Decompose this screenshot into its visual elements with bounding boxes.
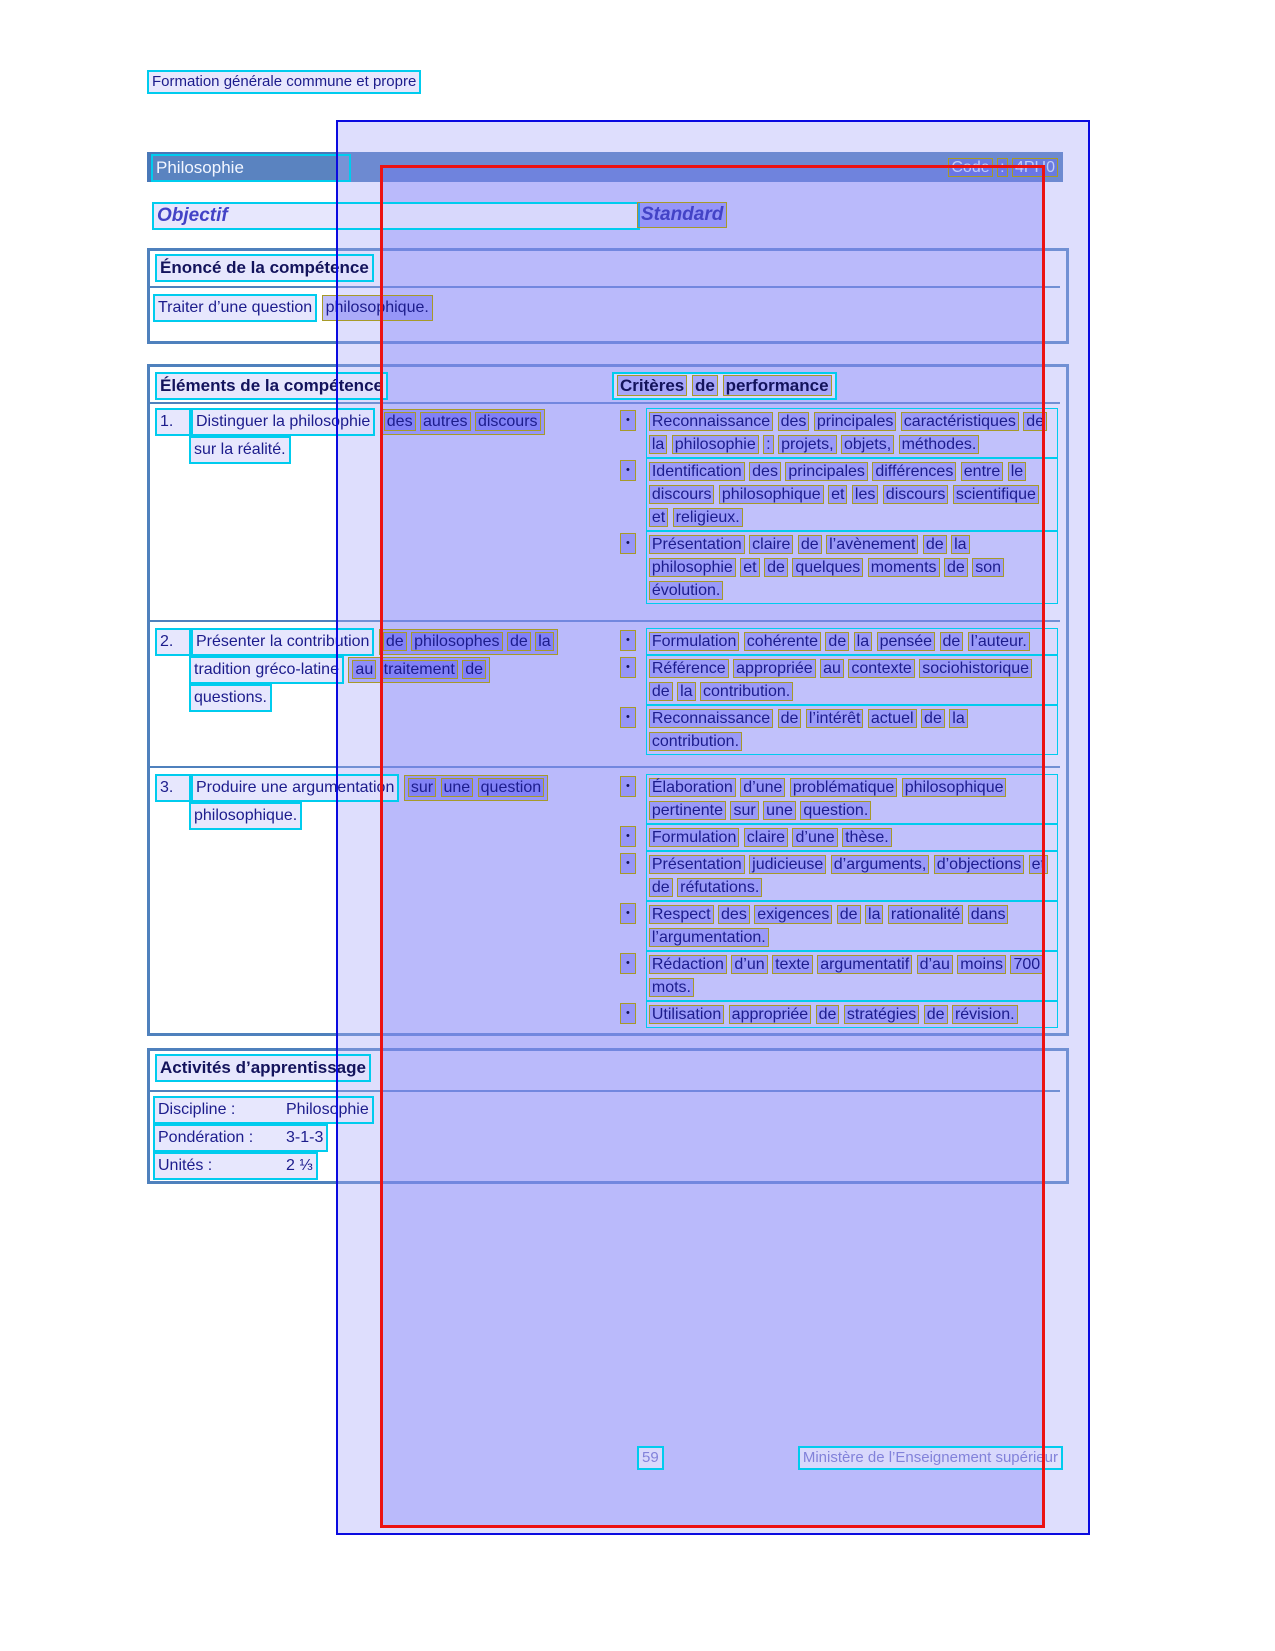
word-box: texte — [772, 955, 813, 974]
word-box: le — [1008, 462, 1026, 481]
word-box: de — [944, 558, 968, 577]
word-box: Reconnaissance — [649, 412, 773, 431]
word-box: la — [535, 632, 553, 651]
element-1-part: sur la réalité. — [189, 436, 291, 464]
word-box: question. — [800, 801, 871, 820]
element-2-part: Présenter la contribution — [191, 628, 374, 656]
field-label: Discipline : — [158, 1101, 236, 1118]
word-box: judicieuse — [749, 855, 826, 874]
element-2-part: questions. — [189, 684, 272, 712]
word-box: la — [865, 905, 883, 924]
ministry-text: Ministère de l’Enseignement supérieur — [798, 1446, 1063, 1470]
word-box: contribution. — [649, 732, 742, 751]
word-box: Référence — [649, 659, 729, 678]
field-label: Unités : — [158, 1157, 213, 1174]
element-1-part — [380, 409, 545, 435]
enonce-statement-main: Traiter d’une question — [153, 294, 317, 322]
word-box: sur — [730, 801, 758, 820]
word-box: Formulation — [649, 828, 739, 847]
word-box: Présentation — [649, 535, 745, 554]
word-box: au — [352, 660, 376, 679]
word-box: pertinente — [649, 801, 726, 820]
criterion-text — [646, 824, 1058, 851]
element-2-part: tradition gréco-latine — [189, 656, 344, 684]
code-label — [948, 158, 1058, 177]
word-box: la — [951, 535, 969, 554]
element-1-number: 1. — [155, 408, 191, 436]
criterion-text — [646, 628, 1058, 655]
word-box: les — [852, 485, 878, 504]
bullet-icon: • — [620, 707, 636, 728]
word-box: révision. — [952, 1005, 1018, 1024]
word-box: de — [924, 1005, 948, 1024]
word-box: problématique — [790, 778, 897, 797]
element-2-part — [348, 657, 490, 683]
table-header-left — [155, 372, 388, 400]
word-box: au — [820, 659, 844, 678]
word-box: différences — [872, 462, 956, 481]
element-2-part — [379, 629, 558, 655]
table-row-divider-1 — [150, 620, 1060, 622]
word-box: claire — [749, 535, 793, 554]
bullet-icon: • — [620, 853, 636, 874]
word-box: caractéristiques — [901, 412, 1019, 431]
word-box: Reconnaissance — [649, 709, 773, 728]
criterion-text — [646, 851, 1058, 901]
element-3-part: Produire une argumentation — [191, 774, 399, 802]
word-box: de — [923, 535, 947, 554]
criterion-text — [646, 951, 1058, 1001]
word-box: claire — [744, 828, 788, 847]
word-box: des — [778, 412, 810, 431]
word-box: réfutations. — [677, 878, 762, 897]
word-box: 700 — [1010, 955, 1043, 974]
word-box: appropriée — [733, 659, 816, 678]
criterion — [620, 531, 1058, 604]
word-box: projets, — [778, 435, 836, 454]
word-box: dans — [968, 905, 1009, 924]
criteria-list-1 — [620, 408, 1058, 604]
element-3-part — [404, 775, 548, 801]
footer-ministry — [798, 1446, 1063, 1470]
word-box: philosophique — [719, 485, 824, 504]
criterion — [620, 705, 1058, 755]
word-box: pensée — [877, 632, 936, 651]
criterion — [620, 951, 1058, 1001]
field-label: Pondération : — [158, 1129, 254, 1146]
element-cell-2 — [155, 628, 595, 712]
table-header-right — [612, 372, 837, 400]
word-box: contexte — [848, 659, 914, 678]
word-box: des — [749, 462, 781, 481]
word-box: l’intérêt — [806, 709, 864, 728]
word-box: : — [763, 435, 773, 454]
word-box: moins — [957, 955, 1006, 974]
word-box: de — [940, 632, 964, 651]
field-value: Philosophie — [286, 1101, 369, 1118]
word-box: actuel — [868, 709, 917, 728]
word-box: Présentation — [649, 855, 745, 874]
field-discipline — [153, 1096, 374, 1124]
word-box: philosophes — [411, 632, 502, 651]
word-box: d’au — [917, 955, 953, 974]
element-cell-3 — [155, 774, 595, 830]
enonce-heading — [155, 254, 374, 282]
word-box: de — [649, 682, 673, 701]
bullet-icon: • — [620, 826, 636, 847]
criterion-text — [646, 901, 1058, 951]
word-box: d’arguments, — [831, 855, 930, 874]
word-box: de — [816, 1005, 840, 1024]
word-box: la — [649, 435, 667, 454]
objectif-label: Objectif — [152, 202, 640, 230]
criterion — [620, 824, 1058, 851]
word-box: une — [763, 801, 796, 820]
word-box: traitement — [381, 660, 458, 679]
top-note-text: Formation générale commune et propre — [147, 70, 421, 94]
activities-heading — [155, 1054, 371, 1082]
word-box: 4PH0 — [1012, 158, 1058, 177]
word-box: de — [649, 878, 673, 897]
element-1-part: Distinguer la philosophie — [191, 408, 375, 436]
word-box: Rédaction — [649, 955, 727, 974]
bullet-icon: • — [620, 533, 636, 554]
word-box: entre — [961, 462, 1003, 481]
table-header-divider — [150, 402, 1060, 404]
enonce-statement-tail: philosophique. — [322, 295, 433, 321]
criterion-text — [646, 774, 1058, 824]
word-box: principales — [814, 412, 896, 431]
word-box: exigences — [754, 905, 832, 924]
criterion — [620, 458, 1058, 531]
word-box: moments — [868, 558, 940, 577]
word-box: Critères — [617, 375, 687, 396]
page-number-text: 59 — [637, 1446, 664, 1470]
word-box: de — [837, 905, 861, 924]
word-box: de — [778, 709, 802, 728]
word-box: philosophique — [902, 778, 1007, 797]
word-box: autres — [420, 412, 470, 431]
word-box: Utilisation — [649, 1005, 724, 1024]
word-box: Formulation — [649, 632, 739, 651]
word-box: de — [798, 535, 822, 554]
word-box: contribution. — [700, 682, 793, 701]
field-value: 2 ⅓ — [286, 1157, 313, 1174]
word-box: question — [478, 778, 545, 797]
field-unites — [153, 1152, 318, 1180]
word-box: évolution. — [649, 581, 724, 600]
word-box: Respect — [649, 905, 714, 924]
bullet-icon: • — [620, 776, 636, 797]
word-box: l’avènement — [826, 535, 918, 554]
bullet-icon: • — [620, 410, 636, 431]
word-box: son — [972, 558, 1004, 577]
word-box: : — [997, 158, 1007, 177]
standard-column-header — [637, 202, 727, 228]
word-box: d’objections — [934, 855, 1025, 874]
word-box: la — [949, 709, 967, 728]
word-box: de — [462, 660, 486, 679]
bullet-icon: • — [620, 460, 636, 481]
criterion — [620, 1001, 1058, 1028]
word-box: la — [677, 682, 695, 701]
enonce-divider — [150, 286, 1060, 288]
criterion — [620, 408, 1058, 458]
word-box: de — [825, 632, 849, 651]
word-box: sur — [408, 778, 436, 797]
word-box: Identification — [649, 462, 745, 481]
standard-label: Standard — [637, 202, 727, 228]
word-box: discours — [649, 485, 715, 504]
field-value: 3-1-3 — [286, 1129, 324, 1146]
bullet-icon: • — [620, 903, 636, 924]
criterion-text — [646, 655, 1058, 705]
word-box: appropriée — [729, 1005, 812, 1024]
criterion — [620, 628, 1058, 655]
word-box: philosophie — [649, 558, 736, 577]
word-box: de — [692, 375, 718, 396]
element-2-number: 2. — [155, 628, 191, 656]
word-box: de — [1023, 412, 1047, 431]
word-box: principales — [785, 462, 867, 481]
word-box: sociohistorique — [919, 659, 1032, 678]
word-box: Élaboration — [649, 778, 736, 797]
word-box: d’une — [792, 828, 837, 847]
word-box: l’argumentation. — [649, 928, 769, 947]
word-box: mots. — [649, 978, 694, 997]
word-box: et — [740, 558, 759, 577]
enonce-statement — [153, 294, 433, 322]
word-box: l’auteur. — [968, 632, 1030, 651]
word-box: et — [649, 508, 668, 527]
title-text: Philosophie — [151, 154, 351, 182]
element-cell-1 — [155, 408, 595, 464]
enonce-heading-text: Énoncé de la compétence — [155, 254, 374, 282]
activities-heading-text: Activités d’apprentissage — [155, 1054, 371, 1082]
word-box: cohérente — [744, 632, 821, 651]
criterion-text — [646, 531, 1058, 604]
word-box: discours — [475, 412, 541, 431]
criteria-list-3 — [620, 774, 1058, 1028]
word-box: et — [1029, 855, 1048, 874]
word-box: des — [384, 412, 416, 431]
word-box: Code — [948, 158, 992, 177]
bullet-icon: • — [620, 630, 636, 651]
criterion-text — [646, 705, 1058, 755]
criteria-list-2 — [620, 628, 1058, 755]
word-box: quelques — [792, 558, 863, 577]
footer-page-number — [637, 1446, 664, 1470]
criterion-text — [646, 1001, 1058, 1028]
criterion — [620, 851, 1058, 901]
element-3-number: 3. — [155, 774, 191, 802]
bullet-icon: • — [620, 953, 636, 974]
word-box: discours — [883, 485, 949, 504]
word-box: thèse. — [842, 828, 892, 847]
word-box: de — [383, 632, 407, 651]
criterion — [620, 901, 1058, 951]
word-box: d’une — [740, 778, 785, 797]
title — [151, 154, 351, 182]
word-box: d’un — [731, 955, 767, 974]
word-box: scientifique — [953, 485, 1039, 504]
word-box: de — [921, 709, 945, 728]
word-box: des — [718, 905, 750, 924]
bullet-icon: • — [620, 657, 636, 678]
criterion — [620, 774, 1058, 824]
word-box: et — [828, 485, 847, 504]
code-badge — [948, 156, 1058, 180]
element-3-part: philosophique. — [189, 802, 302, 830]
table-header-right-text — [612, 372, 837, 400]
word-box: argumentatif — [817, 955, 912, 974]
word-box: performance — [723, 375, 832, 396]
word-box: objets, — [841, 435, 894, 454]
table-row-divider-2 — [150, 766, 1060, 768]
word-box: religieux. — [673, 508, 743, 527]
criterion-text — [646, 458, 1058, 531]
word-box: de — [507, 632, 531, 651]
criterion — [620, 655, 1058, 705]
activities-divider — [150, 1090, 1060, 1092]
word-box: la — [854, 632, 872, 651]
top-note — [147, 70, 421, 94]
word-box: une — [441, 778, 474, 797]
field-ponderation — [153, 1124, 328, 1152]
bullet-icon: • — [620, 1003, 636, 1024]
word-box: philosophie — [672, 435, 759, 454]
word-box: stratégies — [844, 1005, 919, 1024]
objective-column-header — [152, 202, 640, 230]
word-box: méthodes. — [899, 435, 980, 454]
word-box: de — [764, 558, 788, 577]
word-box: rationalité — [888, 905, 963, 924]
table-header-left-text: Éléments de la compétence — [155, 372, 388, 400]
criterion-text — [646, 408, 1058, 458]
